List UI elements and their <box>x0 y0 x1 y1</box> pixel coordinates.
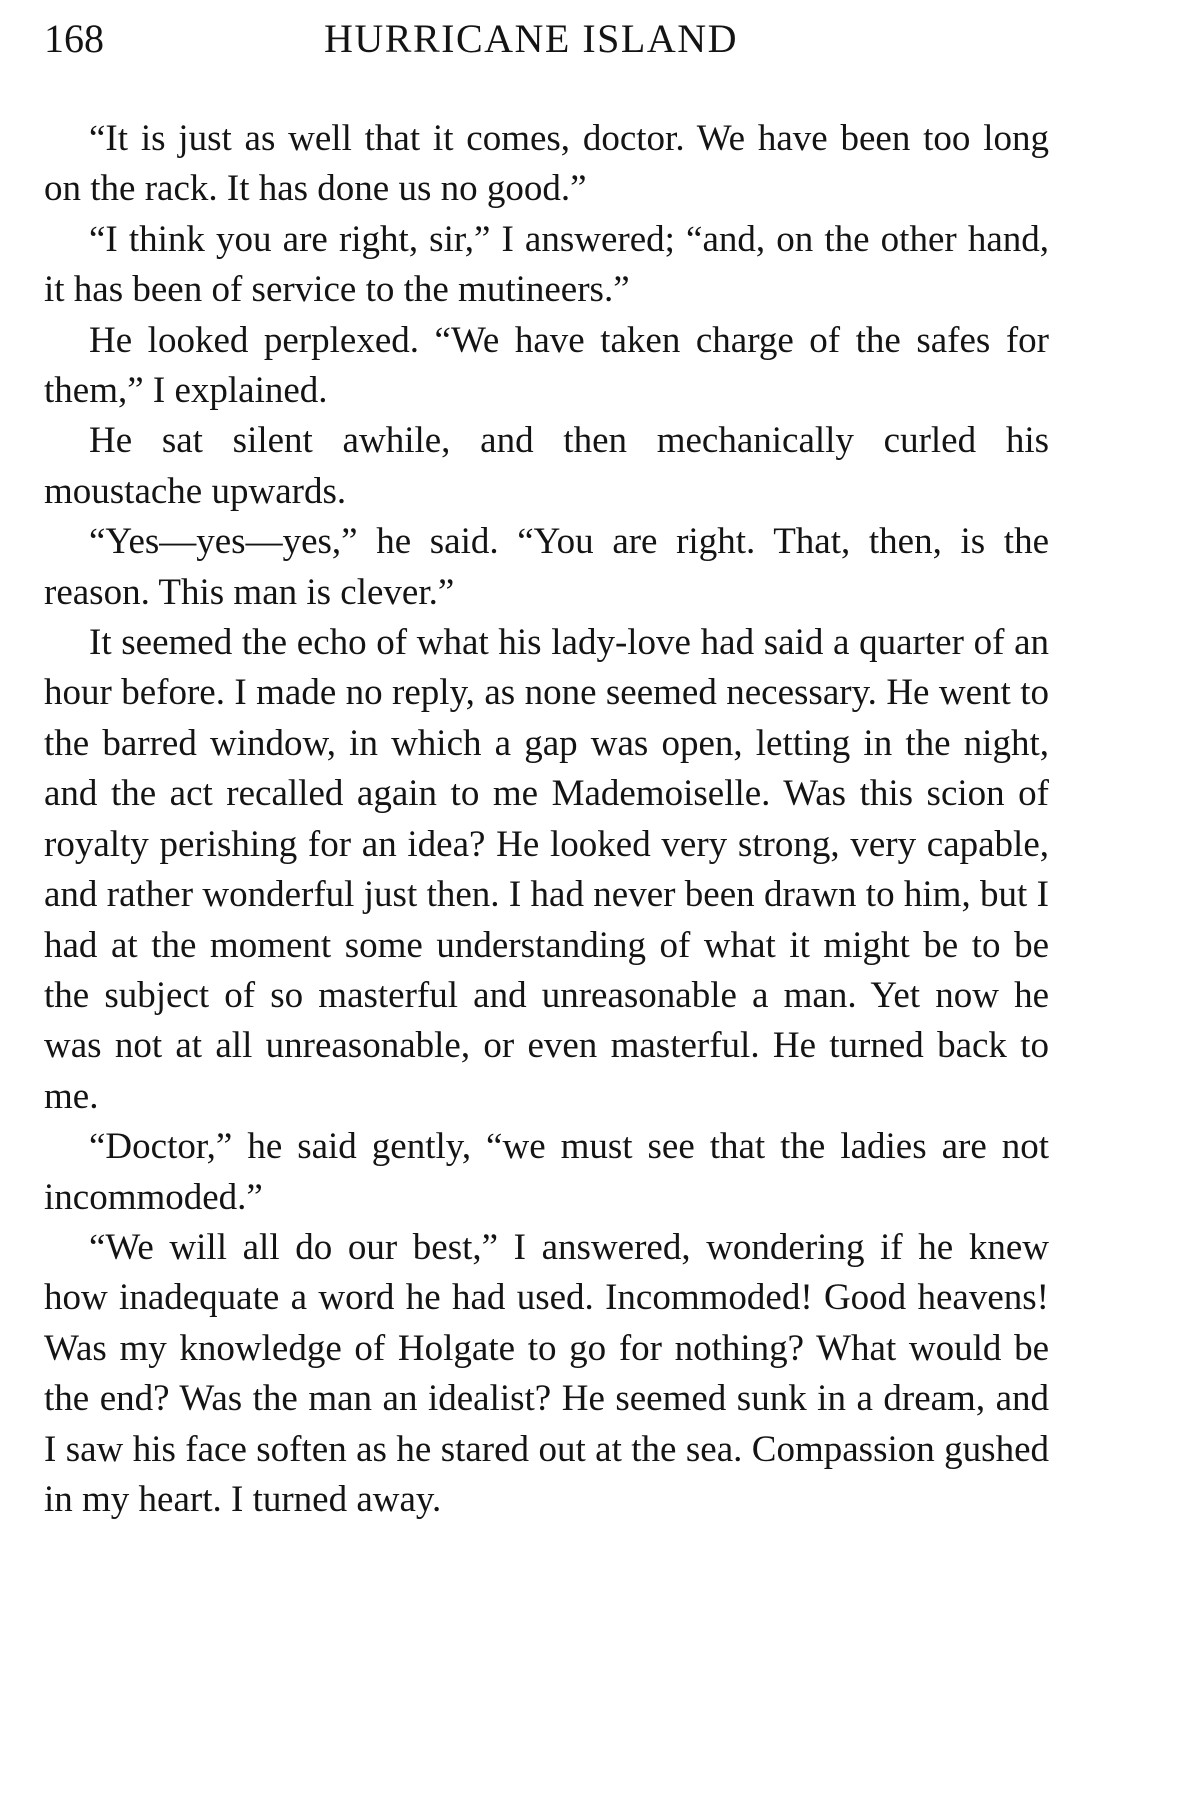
running-title: HURRICANE ISLAND <box>324 16 738 61</box>
paragraph: He sat silent awhile, and then mechanically curled his moustache upwards. <box>44 420 1049 512</box>
paragraph: “Yes—yes—yes,” he said. “You are right. That, then, is the reason. This man is clever.” <box>44 521 1049 613</box>
paragraph: “I think you are right, sir,” I answered; “and, on the other hand, it has been of service to the mutineers.” <box>44 218 1049 311</box>
body-text <box>44 114 1049 1525</box>
running-head <box>44 14 1049 64</box>
paragraph: “Doctor,” he said gently, “we must see that the ladies are not incommoded.” <box>44 1126 1049 1218</box>
page-number: 168 <box>44 16 104 61</box>
paragraph: It seemed the echo of what his lady-love had said a quarter of an hour before. I made no reply, as none seemed necessary. He went to the barred window, in which a gap was open, letting in the night, and the act recalled again to me Mademoiselle. Was this scion of royalty perishing for an idea? He looked very strong, very capable, and rather wonderful just then. I had never been drawn to him, but I had at the moment some understanding of what it might be to be the subject of so masterful and unreasonable a man. Yet now he was not at all unreasonable, or even masterful. He turned back to me. <box>44 622 1049 1117</box>
paragraph: He looked perplexed. “We have taken charge of the safes for them,” I explained. <box>44 319 1049 412</box>
paragraph: “It is just as well that it comes, doctor. We have been too long on the rack. It has done us no good.” <box>44 118 1049 210</box>
paragraph: “We will all do our best,” I answered, wondering if he knew how inadequate a word he had used. Incommoded! Good heavens! Was my knowledge of Holgate to go for nothing? What would be the end? Was the man an idealist? He seemed sunk in a dream, and I saw his face soften as he stared out at the sea. Compassion gushed in my heart. I turned away. <box>44 1226 1049 1520</box>
